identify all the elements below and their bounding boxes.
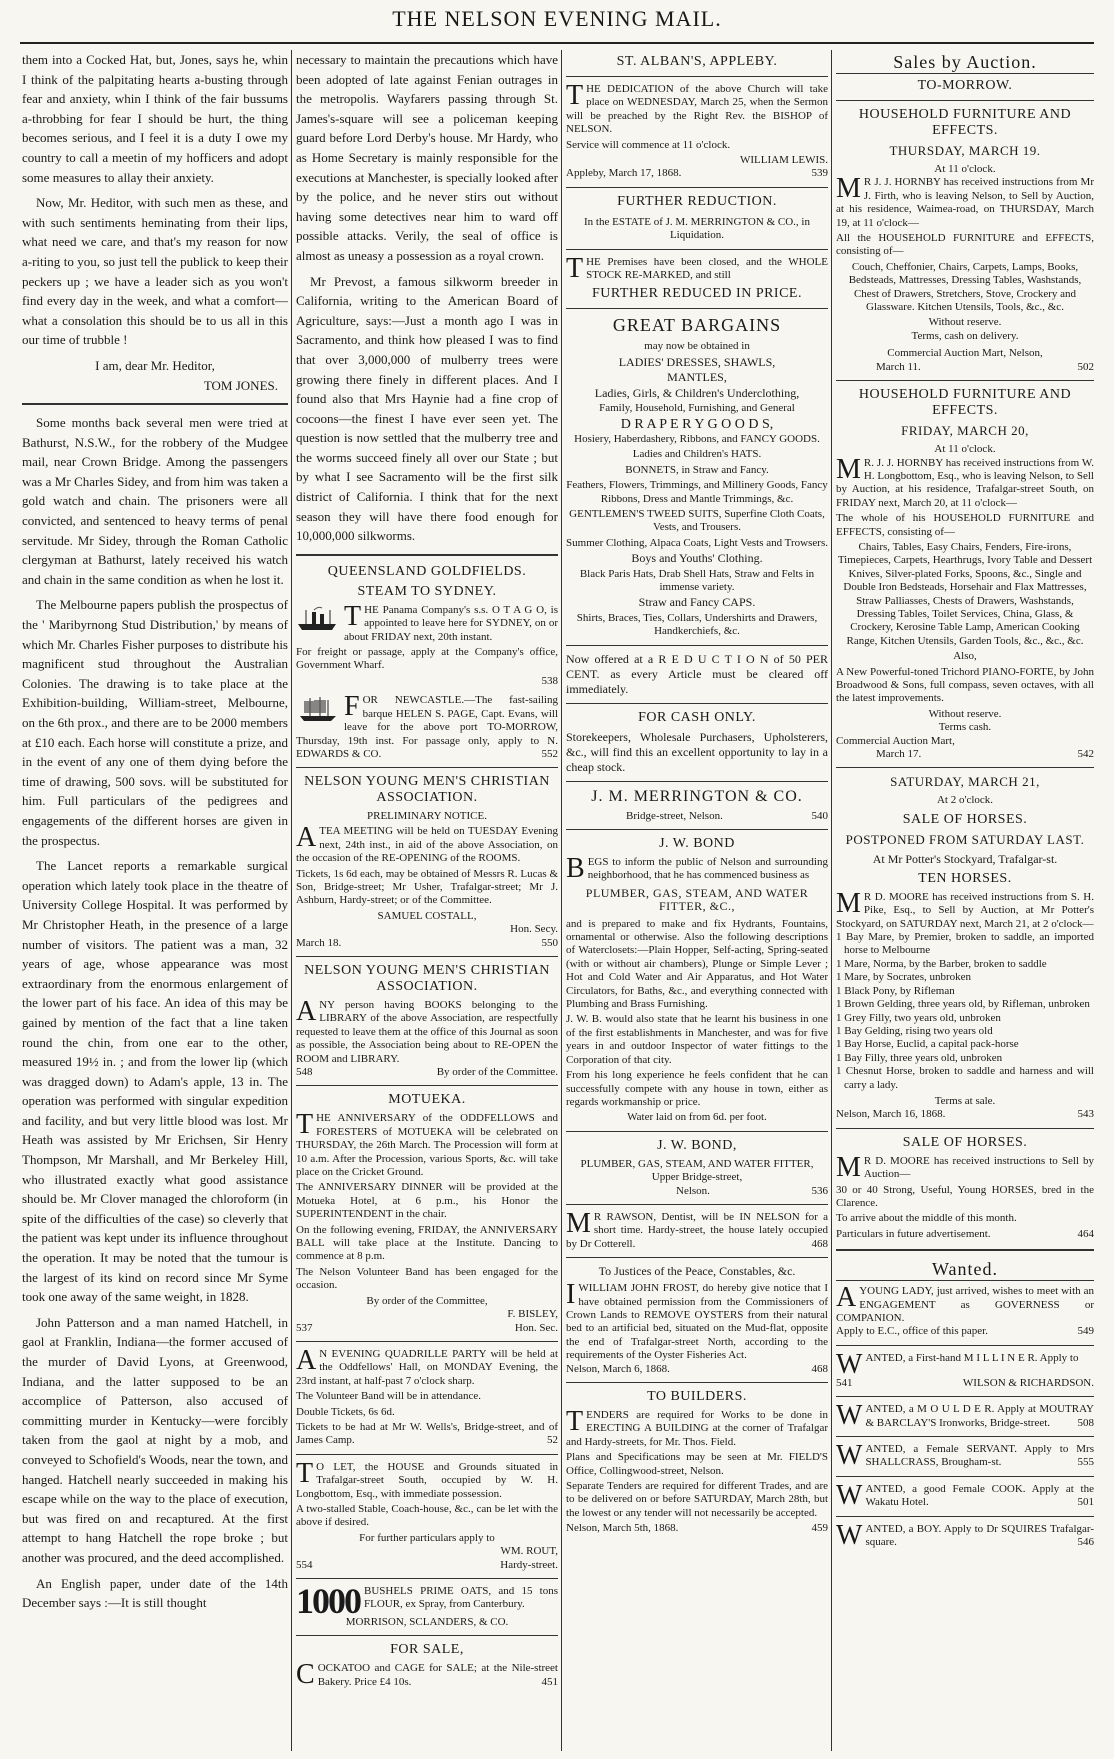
ad-signature: SAMUEL COSTALL,: [377, 909, 477, 922]
bargain-line: Family, Household, Furnishing, and General: [599, 402, 795, 415]
ad-text: At 11 o'clock.: [934, 163, 996, 175]
ad-text: TEA MEETING will be held on TUESDAY Evening next, 24th inst., in aid of the above Association, on the occasion of the RE-OPENING of the ROOMS.: [296, 825, 558, 865]
ad-bond: [566, 853, 828, 1125]
divider: [836, 380, 1094, 381]
drop-cap: F: [344, 691, 360, 723]
ad-text: ENDERS are required for Works to be done in ERECTING A BUILDING at the corner of Trafalgar and Hardy-streets, for Mr. Thos. Field.: [566, 1409, 828, 1448]
ad-number: 451: [541, 1675, 558, 1688]
ad-wanted-moulder: [836, 1400, 1094, 1432]
ad-number: 459: [811, 1522, 828, 1535]
ad-text: ANTED, a Female SERVANT. Apply to Mrs SHALLCRASS, Brougham-st.: [865, 1443, 1094, 1469]
ad-date: March 18.: [296, 936, 342, 949]
divider: [22, 403, 288, 405]
ad-heading: FURTHER REDUCTION.: [617, 193, 777, 209]
ad-number: 468: [811, 1237, 828, 1250]
ad-signature: By order of the Committee.: [436, 1066, 558, 1078]
ad-ymca-tea: [296, 822, 558, 950]
ad-text: O LET, the HOUSE and Grounds situated in Trafalgar-street South, occupied by W. H. Longbottom, Esq., with immediate possession.: [296, 1460, 558, 1500]
ad-subheading: THURSDAY, MARCH 19.: [889, 143, 1041, 158]
ad-text: At 11 o'clock.: [934, 443, 996, 456]
ad-auction-firth: [836, 173, 1094, 374]
divider: [836, 767, 1094, 768]
ad-text: R J. J. HORNBY has received instructions from Mr J. Firth, who is leaving Nelson, to Sell by Auction, at his residence, Waimea-road, on THURSDAY, March 19, at 11 o'clock—: [836, 176, 1094, 229]
ad-text: HE ANNIVERSARY of the ODDFELLOWS and FORESTERS of MOTUEKA will be celebrated on THURSDAY, the 26th March. The Procession will form at 10 a.m. After the Procession, various Sports, &c. will take place on the Cricket Ground.: [296, 1112, 558, 1179]
ad-text: Chairs, Tables, Easy Chairs, Fenders, Fire-irons, Timepieces, Carpets, Hearthrugs, Ivory Table and Dessert Knives, Silver-plated Forks, Spoons, &c., Single and Double Iron Bedsteads, Horsehair and Flax Mattresses, Straw Palliasses, Chests of Drawers, Washstands, Dressing Tables, Toilet Services, China, Glass, & Crockery, Kerosine Table Lamp, American Cooking Range, Kitchen Utensils, Garden Tools, &c., &c., &c.: [837, 540, 1093, 647]
divider: [296, 1578, 558, 1579]
ad-auction-longbottom: [836, 453, 1094, 762]
news-paragraph: An English paper, under date of the 14th December says :—It is still thought: [22, 1575, 288, 1611]
bargains-list: [566, 340, 828, 638]
column-3: [566, 50, 828, 1751]
ad-heading-large: J. M. MERRINGTON & CO.: [591, 787, 803, 805]
drop-cap: I: [566, 1279, 576, 1311]
ad-number: 541: [836, 1376, 853, 1389]
bargain-line: may now be obtained in: [644, 340, 750, 353]
list-item: 1 Bay Filly, three years old, unbroken: [836, 1051, 1003, 1064]
ad-text: OR NEWCASTLE.—The fast-sailing barque HELEN S. PAGE, Capt. Evans, will leave for the above port TO-MORROW, Thursday, 19th inst. For passage only, apply to N. EDWARDS & CO.: [296, 694, 558, 760]
divider: [296, 1454, 558, 1455]
ad-heading: TO BUILDERS.: [647, 1389, 747, 1404]
column-4: [836, 50, 1094, 1751]
drop-cap: W: [836, 1440, 863, 1472]
ad-heading: HOUSEHOLD FURNITURE AND EFFECTS.: [858, 387, 1072, 419]
masthead: THE NELSON EVENING MAIL.: [392, 6, 722, 31]
news-paragraph: necessary to maintain the precautions which have been adopted of late against Fenian outrages in the metropolis. Wayfarers passing through St. James's-square will see a policeman keeping guard before Lord Derby's house. Mr Hardy, who as Home Secretary is mainly responsible for the executions at Manchester, is specially looked after by the police, and he never stirs out without having some detectives near him to ward off possible attacks. Verily, the seal of office is almost as uneasy a possession as a royal crown.: [296, 52, 558, 263]
drop-cap: A: [296, 995, 317, 1027]
section-heading: Wanted.: [836, 1259, 1094, 1281]
ad-text: The Volunteer Band will be in attendance.: [296, 1390, 482, 1403]
bargain-line: LADIES' DRESSES, SHAWLS,: [618, 354, 776, 369]
ad-signature: WM. ROUT,: [500, 1545, 558, 1558]
ad-wanted-milliner: [836, 1348, 1094, 1390]
ad-text: From his long experience he feels confident that he can successfully compete with any house in town, either as regards workmanship or price.: [566, 1069, 828, 1108]
letter-paragraph: them into a Cocked Hat, but, Jones, says he, whin I think of the palpitating hearts a-busting through fear and anxiety, whin I think of the fair bussums a-throbbing for fear I should be hurt, the thing becomes serious, and I feel it is a duty I owe my country to call a meetin of my hofficers and adopt some measures to allay their anxiety.: [22, 52, 288, 185]
news-paragraph: John Patterson and a man named Hatchell, in gaol at Franklin, Indiana—the former accused of the murder of David Lyons, at Greenwood, Indiana, and the latter supposed to be an accomplice of Patterson, also accused of committing murder in Kentucky—were forcibly taken from the gaol at night by a mob, and conveyed to Schofield's Woods, near the town, and hanged. Hatchell nearly succeeded in making his escape while on the way to the place of execution, but was fired on and recaptured. At the first attempt to hang Hatchell the rope broke ; but another was procured, and the deed accomplished.: [22, 1314, 288, 1565]
ad-horses-pike: [836, 887, 1094, 1122]
list-item: 1 Bay Horse, Euclid, a capital pack-horse: [836, 1038, 1019, 1051]
ad-text: Water laid on from 6d. per foot.: [627, 1111, 767, 1124]
ad-text: At 2 o'clock.: [936, 794, 994, 807]
divider: [836, 1436, 1094, 1437]
ad-text: Terms at sale.: [934, 1094, 996, 1107]
ad-text: [296, 1421, 558, 1448]
ad-text: Tickets, 1s 6d each, may be obtained of Messrs R. Lucas & Son, Bridge-street; Mr Usher, Trafalgar-street; Mr J. Ashburn, Hardy-street; or of the Committee.: [296, 867, 558, 907]
column-rule: [561, 50, 562, 1751]
list-item: 1 Chesnut Horse, broken to saddle and harness and will carry a lady.: [836, 1065, 1094, 1091]
bargain-line: Summer Clothing, Alpaca Coats, Light Vests and Trowsers.: [566, 536, 828, 549]
divider: [836, 1516, 1094, 1517]
ad-text: Without reserve.: [928, 707, 1002, 720]
ad-signature: Hon. Secy.: [510, 923, 558, 936]
ad-text: Terms, cash on delivery.: [911, 329, 1019, 342]
drop-cap: A: [296, 1344, 317, 1376]
news-paragraph: Mr Prevost, a famous silkworm breeder in California, writing to the American Board of Agriculture, says:—Just a month ago I was in Sacramento, and think how pleased I was to find that over 3,000,000 of mulberry trees were growing there finely in different places. And I found also that Mrs Haynie had a fine crop of cocoons—the finest I have ever seen yet. The question is now settled that the mulberry tree and the worms succeed finely all over our State ; but by what I see Sacramento will be the first silk district of California. I think that for the next season they will have there food enough for 10,000,000 silkworms.: [296, 273, 558, 544]
ad-heading: FOR SALE,: [390, 1642, 464, 1658]
divider: [566, 645, 828, 646]
sailing-ship-icon: [296, 696, 340, 722]
divider: [836, 1345, 1094, 1346]
list-item: 1 Bay Gelding, rising two years old: [836, 1024, 993, 1037]
column-1: [22, 50, 288, 1751]
divider: [566, 1382, 828, 1383]
ad-subheading: PLUMBER, GAS, STEAM, AND WATER FITTER, &C.,: [585, 885, 809, 914]
ad-text: Without reserve.: [928, 316, 1002, 329]
drop-cap: W: [836, 1348, 863, 1380]
ad-subheading: SATURDAY, MARCH 21,: [890, 774, 1040, 790]
bargain-line: Shirts, Braces, Ties, Collars, Undershirts and Drawers, Handkerchiefs, &c.: [576, 611, 818, 638]
divider: [296, 554, 558, 556]
ad-text: Commercial Auction Mart, Nelson,: [887, 347, 1043, 360]
bargain-line: Boys and Youths' Clothing.: [631, 551, 763, 566]
ad-signature: By order of the Committee,: [366, 1294, 488, 1307]
ad-text: Separate Tenders are required for different Trades, and are to be delivered on or before SATURDAY, March 28th, but the lowest or any tender will not necessarily be accepted.: [566, 1480, 828, 1519]
ad-rawson: [566, 1207, 828, 1251]
ad-subheading: FRIDAY, MARCH 20,: [901, 423, 1029, 439]
ad-number: 542: [1077, 748, 1094, 761]
drop-cap: B: [566, 853, 585, 884]
ad-date: March 11.: [876, 360, 921, 373]
ad-signature: Hardy-street.: [500, 1558, 558, 1571]
ad-oats: [296, 1581, 558, 1629]
ad-wanted-governess: [836, 1282, 1094, 1339]
ad-number: 540: [811, 809, 828, 822]
ad-number: 508: [1077, 1416, 1094, 1429]
ad-otago: [296, 600, 558, 688]
ad-text: Storekeepers, Wholesale Purchasers, Upholsterers, &c., will find this an excellent opportunity to lay in a cheap stock.: [566, 729, 828, 774]
ad-text: Plans and Specifications may be seen at Mr. FIELD'S Office, Collingwood-street, Nelson.: [566, 1451, 828, 1477]
drop-cap: W: [836, 1519, 863, 1551]
ad-signature: WILLIAM LEWIS.: [740, 154, 828, 167]
list-item: 1 Mare, by Socrates, unbroken: [836, 971, 972, 984]
letter-signature: TOM JONES.: [203, 377, 278, 393]
ad-builders: [566, 1406, 828, 1536]
ad-text: Now offered at a R E D U C T I O N of 50 PER CENT. as every Article must be cleared off immediately.: [566, 651, 828, 696]
ad-text: ANTED, a First-hand M I L L I N E R. Apply to: [865, 1351, 1079, 1364]
news-paragraph: The Melbourne papers publish the prospectus of the ' Maribyrnong Stud Distribution,' by means of which Mr. Charles Fisher purposes to distribute his magnificent stud throughout the Australian Colonies. The drawing is to take place at the Exhibition-building, William-street, Melbourne, on the 6th prox., and there are to be 2000 members at £10 each. Each horse will constitute a prize, and in the event of any one of them dying before the time of drawing, 500 sovs. will be substituted for him. Full particulars of the pedigrees and engagements of the different horses are given in the prospectus.: [22, 597, 288, 848]
ad-number: 554: [296, 1558, 313, 1571]
ad-subheading: POSTPONED FROM SATURDAY LAST.: [845, 831, 1085, 847]
divider: [566, 829, 828, 830]
ad-heading: J. W. BOND: [659, 836, 735, 851]
ad-signature: Hon. Sec.: [514, 1321, 558, 1334]
ad-text: PLUMBER, GAS, STEAM, AND WATER FITTER,: [580, 1157, 814, 1170]
bargain-line: MANTLES,: [667, 370, 727, 385]
ad-text: All the HOUSEHOLD FURNITURE and EFFECTS, consisting of—: [836, 232, 1094, 258]
ad-number: 501: [1077, 1496, 1094, 1509]
divider: [566, 249, 828, 250]
ad-subheading: PRELIMINARY NOTICE.: [367, 810, 487, 823]
ad-heading: ST. ALBAN'S, APPLEBY.: [616, 54, 778, 69]
ad-text: Couch, Cheffonier, Chairs, Carpets, Lamps, Books, Bedsteads, Mattresses, Dressing Tables, Washstands, Chest of Drawers, Stretchers, Stove, Crockery and Glassware. Kitchen Utensils, Tools, &c., &c.: [848, 260, 1082, 314]
drop-cap: M: [836, 887, 861, 919]
ad-text: HE DEDICATION of the above Church will take place on WEDNESDAY, March 25, when the Sermon will be preached by the Right Rev. the BISHOP of NELSON.: [566, 83, 828, 136]
ad-text: Tickets to be had at Mr W. Wells's, Bridge-street, and of James Camp.: [296, 1420, 558, 1447]
steamship-icon: [296, 606, 340, 632]
divider: [296, 956, 558, 957]
ad-wanted-boy: [836, 1519, 1094, 1551]
ad-number: 549: [1077, 1325, 1094, 1338]
divider: [566, 1257, 828, 1258]
bargain-line: BONNETS, in Straw and Fancy.: [625, 463, 769, 476]
ad-text: Also,: [953, 650, 977, 663]
ad-heading: FOR CASH ONLY.: [638, 709, 756, 725]
ad-text: R D. MOORE has received instructions from S. H. Pike, Esq., to Sell by Auction, at Mr Potter's Stockyard, on SATURDAY next, March 21, at 2 o'clock—: [836, 890, 1094, 930]
ad-heading: TO-MORROW.: [917, 78, 1013, 93]
divider: [566, 1131, 828, 1132]
divider: [836, 1396, 1094, 1397]
drop-cap: T: [566, 1406, 584, 1437]
ad-address: At Mr Potter's Stockyard, Trafalgar-st.: [872, 851, 1058, 866]
ad-text: R RAWSON, Dentist, will be IN NELSON for a short time. Hardy-street, the house lately occupied by Dr Cotterell.: [566, 1210, 828, 1250]
ad-text: Service will commence at 11 o'clock.: [566, 138, 731, 151]
drop-cap: C: [296, 1659, 315, 1691]
column-2: [296, 50, 558, 1751]
drop-cap: M: [836, 453, 861, 485]
ad-text: To arrive about the middle of this month.: [836, 1212, 1017, 1225]
drop-cap: W: [836, 1400, 863, 1432]
ad-for-sale: [296, 1659, 558, 1691]
ad-heading: To Justices of the Peace, Constables, &c.: [598, 1264, 796, 1279]
column-rule: [291, 50, 292, 1751]
ad-number: 538: [541, 674, 558, 687]
ad-text: NY person having BOOKS belonging to the LIBRARY of the above Association, are respectfully requested to leave them at the office of this Journal as soon as possible, the Association being about to RE-OPEN the ROOM and LIBRARY.: [296, 998, 558, 1065]
ad-text: In the ESTATE of J. M. MERRINGTON & CO., in Liquidation.: [584, 215, 810, 242]
ad-wanted-cook: [836, 1479, 1094, 1511]
ad-to-let: [296, 1457, 558, 1572]
masthead-rule: [20, 42, 1094, 44]
letter-paragraph: Now, Mr. Heditor, with such men as these, and with such sentiments heminating from their lips, what need we care, and that's my reason for now a-riting to you, so just tell the publick to keep their peckers up ; we have a leader sich as you won't find every day in the week, and what a comfort—what a consolation this should be to us all in this our time of trubble !: [22, 195, 288, 348]
ad-heading: FURTHER REDUCED IN PRICE.: [591, 286, 802, 302]
news-paragraph: Some months back several men were tried at Bathurst, N.S.W., for the robbery of the Mudgee mail, near Crown Bridge. Among the passengers was a Mr Charles Sidey, and from him was taken a gold watch and chain. The prisoners were all convicted, and sentenced to heavy terms of penal servitude. Mr Sidey, through the Roman Catholic clergyman at Bathurst, lately received his watch and chain in the same condition as when he lost it.: [22, 415, 288, 587]
ad-text: For further particulars apply to: [359, 1531, 495, 1544]
ad-number: 468: [811, 1362, 828, 1375]
divider: [566, 1204, 828, 1205]
bargain-line: Straw and Fancy CAPS.: [638, 595, 756, 610]
ad-text: OCKATOO and CAGE for SALE; at the Nile-street Bakery. Price £4 10s.: [317, 1662, 558, 1688]
drop-cap: M: [836, 1151, 861, 1183]
divider: [296, 767, 558, 768]
ad-heading-large: GREAT BARGAINS: [612, 315, 782, 336]
ad-quadrille: [296, 1344, 558, 1448]
ad-text: YOUNG LADY, just arrived, wishes to meet with an ENGAGEMENT as GOVERNESS or COMPANION.: [836, 1285, 1094, 1324]
bargain-line: Ladies and Children's HATS.: [632, 448, 762, 461]
ad-signature: F. BISLEY,: [507, 1308, 558, 1321]
ad-text: EGS to inform the public of Nelson and surrounding neighborhood, that he has commenced business as: [587, 856, 828, 882]
ad-oysters: [566, 1279, 828, 1376]
news-paragraph: The Lancet reports a remarkable surgical operation which lately took place in the theatre of University College Hospital. It was performed by Mr Christopher Heath, in the presence of a large number of visitors. The patient was a man, 32 years of age, whose appearance was most extraordinary from the enormous enlargement of the lower part of his face. An idea of this may be gained by mention of the fact that a line taken round the chin, from one ear to the other, measured 19½ in. ; and from the lower lip (which was dragged down) to Adam's apple, 13 in. The operation was performed with singular expedition and facility, and but very little blood was lost. Mr Heath was assisted by Mr Erichsen, Sir Henry Thompson, Mr Marshall, and Mr Berkeley Hill, who illustrated exactly what good assistance should be. Mr Clover managed the chloroform (in spite of the difficulties of the case) so cleverly that the patient was kept under its influence throughout the operation. It may be noted that the tumour is the largest of its kind on record since Mr Syme took one away of the same weight, in 1828.: [22, 858, 288, 1305]
list-item: 1 Mare, Norma, by the Barber, broken to saddle: [836, 957, 1047, 970]
ad-text: WILLIAM JOHN FROST, do hereby give notice that I have obtained permission from the Commissioners of Crown Lands to REMOVE OYSTERS from their natural bed to an artificial bed, situated on the Mud-flat, opposite the end of Trafalgar-street North, according to the requirements of the Oyster Fisheries Act.: [566, 1282, 828, 1362]
ad-number: 464: [1077, 1227, 1094, 1240]
ad-merrington: [566, 252, 828, 284]
bargain-line: Black Paris Hats, Drab Shell Hats, Straw and Felts in immense variety.: [579, 567, 815, 593]
ad-text: The Nelson Volunteer Band has been engaged for the occasion.: [296, 1265, 558, 1292]
ad-text: R D. MOORE has received instructions to Sell by Auction—: [863, 1154, 1094, 1181]
ad-text: R. J. J. HORNBY has received instructions from W. H. Longbottom, Esq., who is leaving Nelson, to Sell by Auction, at his residence, Trafalgar-street South, on FRIDAY next, March 20, at 11 o'clock—: [836, 456, 1094, 509]
ad-number: 537: [296, 1321, 313, 1334]
ad-text: Commercial Auction Mart,: [836, 734, 955, 747]
divider: [566, 187, 828, 188]
ad-heading: TEN HORSES.: [918, 870, 1012, 886]
ad-text: The whole of his HOUSEHOLD FURNITURE and EFFECTS, consisting of—: [836, 512, 1094, 538]
ad-number: 555: [1077, 1456, 1094, 1469]
divider: [566, 76, 828, 77]
ad-date: March 17.: [876, 748, 922, 761]
ad-heading: SALE OF HORSES.: [902, 1134, 1028, 1150]
divider: [836, 1128, 1094, 1129]
drop-cap: T: [296, 1457, 314, 1489]
bargain-line: D R A P E R Y G O O D S,: [620, 416, 774, 432]
ad-text: and is prepared to make and fix Hydrants, Fountains, ornamental or otherwise. Also the following descriptions of Waterclosets:—Plain Hopper, Self-acting, Spring-seated (with or without air chambers), Plunge or Simple Lever ; Hot and Cold Water and Air Apparatus, and Hot Water Circulators, for Baths, &c., and everything connected with Plumbing and Brass Furnishing.: [566, 917, 828, 1011]
ad-ymca-library: [296, 995, 558, 1079]
ad-address: Upper Bridge-street,: [651, 1171, 743, 1184]
ad-date: Nelson, March 6, 1868.: [566, 1362, 670, 1375]
divider: [836, 100, 1094, 101]
list-item: 1 Bay Mare, by Premier, broken to saddle, an imported horse to Melbourne: [836, 931, 1094, 957]
ad-motueka: [296, 1109, 558, 1335]
ad-number: 536: [811, 1184, 828, 1197]
ad-text: Double Tickets, 6s 6d.: [296, 1405, 395, 1418]
ad-address: Nelson.: [676, 1184, 710, 1197]
list-item: 1 Grey Filly, two years old, unbroken: [836, 1011, 1001, 1024]
drop-cap: A: [836, 1282, 857, 1314]
ad-text: J. W. B. would also state that he learnt his business in one of the first establishments in Manchester, and was for five years in and outdoor Inspector of water fittings to the Corporation of that city.: [566, 1013, 828, 1066]
ad-text: A New Powerful-toned Trichord PIANO-FORTE, by John Broadwood & Sons, full compass, seven octaves, with all the latest improvements.: [836, 665, 1094, 705]
letter-signoff: I am, dear Mr. Heditor,: [95, 357, 215, 373]
ad-text: ANTED, a good Female COOK. Apply at the Wakatu Hotel.: [865, 1482, 1094, 1509]
ad-number: 502: [1077, 360, 1094, 373]
ad-text: HE Premises have been closed, and the WHOLE STOCK RE-MARKED, and still: [586, 255, 828, 282]
bargain-line: GENTLEMEN'S TWEED SUITS, Superfine Cloth Coats, Vests, and Trousers.: [569, 507, 825, 534]
ad-number: 539: [811, 167, 828, 180]
drop-cap: W: [836, 1479, 863, 1511]
list-item: 1 Black Pony, by Rifleman: [836, 984, 955, 997]
divider: [566, 781, 828, 782]
ad-text: On the following evening, FRIDAY, the ANNIVERSARY BALL will take place at the Institute. Dancing to commence at 8 p.m.: [296, 1223, 558, 1263]
divider: [296, 1085, 558, 1086]
ad-number: 52: [547, 1434, 558, 1447]
ad-number: 543: [1077, 1108, 1094, 1121]
divider: [566, 703, 828, 704]
ad-heading: NELSON YOUNG MEN'S CHRISTIAN ASSOCIATION.: [304, 962, 550, 994]
ad-heading: MOTUEKA.: [388, 1092, 466, 1108]
ad-wanted-servant: [836, 1440, 1094, 1472]
bargain-line: Feathers, Flowers, Trimmings, and Millinery Goods, Fancy Ribbons, Dress and Mantle Trimmings, &c.: [566, 479, 828, 505]
ad-date: Nelson, March 5th, 1868.: [566, 1522, 679, 1535]
drop-cap: T: [566, 80, 584, 111]
divider: [296, 1635, 558, 1636]
drop-cap: T: [296, 1109, 314, 1141]
ad-number: 546: [1077, 1536, 1094, 1549]
ad-address: Bridge-street, Nelson.: [626, 809, 723, 822]
ad-text: A two-stalled Stable, Coach-house, &c., can be let with the above if desired.: [296, 1502, 558, 1529]
bargain-line: Hosiery, Haberdashery, Ribbons, and FANCY GOODS.: [574, 432, 820, 445]
ad-text: ANTED, a M O U L D E R. Apply at MOUTRAY & BARCLAY'S Ironworks, Bridge-street.: [865, 1403, 1094, 1429]
ad-heading: QUEENSLAND GOLDFIELDS.: [327, 563, 527, 579]
ad-text: Apply to E.C., office of this paper.: [836, 1325, 988, 1338]
ad-heading: NELSON YOUNG MEN'S CHRISTIAN ASSOCIATION.: [304, 774, 550, 806]
ad-text: Particulars in future advertisement.: [836, 1227, 991, 1240]
drop-cap: M: [566, 1207, 591, 1239]
drop-cap: T: [566, 252, 584, 284]
divider: [836, 1249, 1094, 1251]
ad-number: 548: [296, 1066, 313, 1078]
ad-text: ANTED, a BOY. Apply to Dr SQUIRES Trafalgar-square.: [865, 1522, 1094, 1549]
ad-number: 552: [541, 747, 558, 760]
ad-text: Terms cash.: [938, 721, 992, 734]
list-item: 1 Brown Gelding, three years old, by Rifleman, unbroken: [836, 998, 1090, 1011]
ad-date: Nelson, March 16, 1868.: [836, 1108, 946, 1121]
ad-text: The ANNIVERSARY DINNER will be provided at the Motueka Hotel, at 6 p.m., his Honor the SUPERINTENDENT in the chair.: [296, 1181, 558, 1221]
drop-cap: A: [296, 822, 317, 854]
ad-subheading: STEAM TO SYDNEY.: [357, 583, 497, 599]
divider: [836, 1476, 1094, 1477]
ad-heading: HOUSEHOLD FURNITURE AND EFFECTS.: [858, 107, 1072, 138]
section-heading: Sales by Auction.: [836, 52, 1094, 74]
ad-text: 30 or 40 Strong, Useful, Young HORSES, bred in the Clarence.: [836, 1183, 1094, 1209]
ad-newcastle: [296, 691, 558, 761]
divider: [566, 308, 828, 309]
ad-text: BUSHELS PRIME OATS, and 15 tons FLOUR, ex Spray, from Canterbury.: [364, 1585, 558, 1611]
drop-cap: T: [344, 600, 362, 632]
bargain-line: Ladies, Girls, & Children's Underclothing,: [594, 385, 800, 400]
ad-text: N EVENING QUADRILLE PARTY will be held at the Oddfellows' Hall, on MONDAY Evening, the 23rd instant, at half-past 7 o'clock sharp.: [296, 1347, 558, 1387]
ad-text: HE Panama Company's s.s. O T A G O, is appointed to leave here for SYDNEY, on or about FRIDAY next, 20th instant.: [344, 603, 558, 643]
ad-number: 550: [541, 936, 558, 949]
column-rule: [831, 50, 832, 1751]
ad-date: Appleby, March 17, 1868.: [566, 167, 682, 180]
ad-signature: WILSON & RICHARDSON.: [962, 1376, 1094, 1389]
ad-signature: MORRISON, SCLANDERS, & CO.: [345, 1616, 509, 1628]
ad-st-albans: [566, 80, 828, 181]
ad-heading: J. W. BOND,: [657, 1137, 737, 1153]
ad-heading: SALE OF HORSES.: [902, 811, 1028, 827]
drop-cap: M: [836, 173, 861, 205]
ad-text: For freight or passage, apply at the Company's office, Government Wharf.: [296, 646, 558, 672]
divider: [296, 1341, 558, 1342]
ad-horses-clarence: [836, 1151, 1094, 1241]
large-number: 1000: [296, 1581, 360, 1621]
